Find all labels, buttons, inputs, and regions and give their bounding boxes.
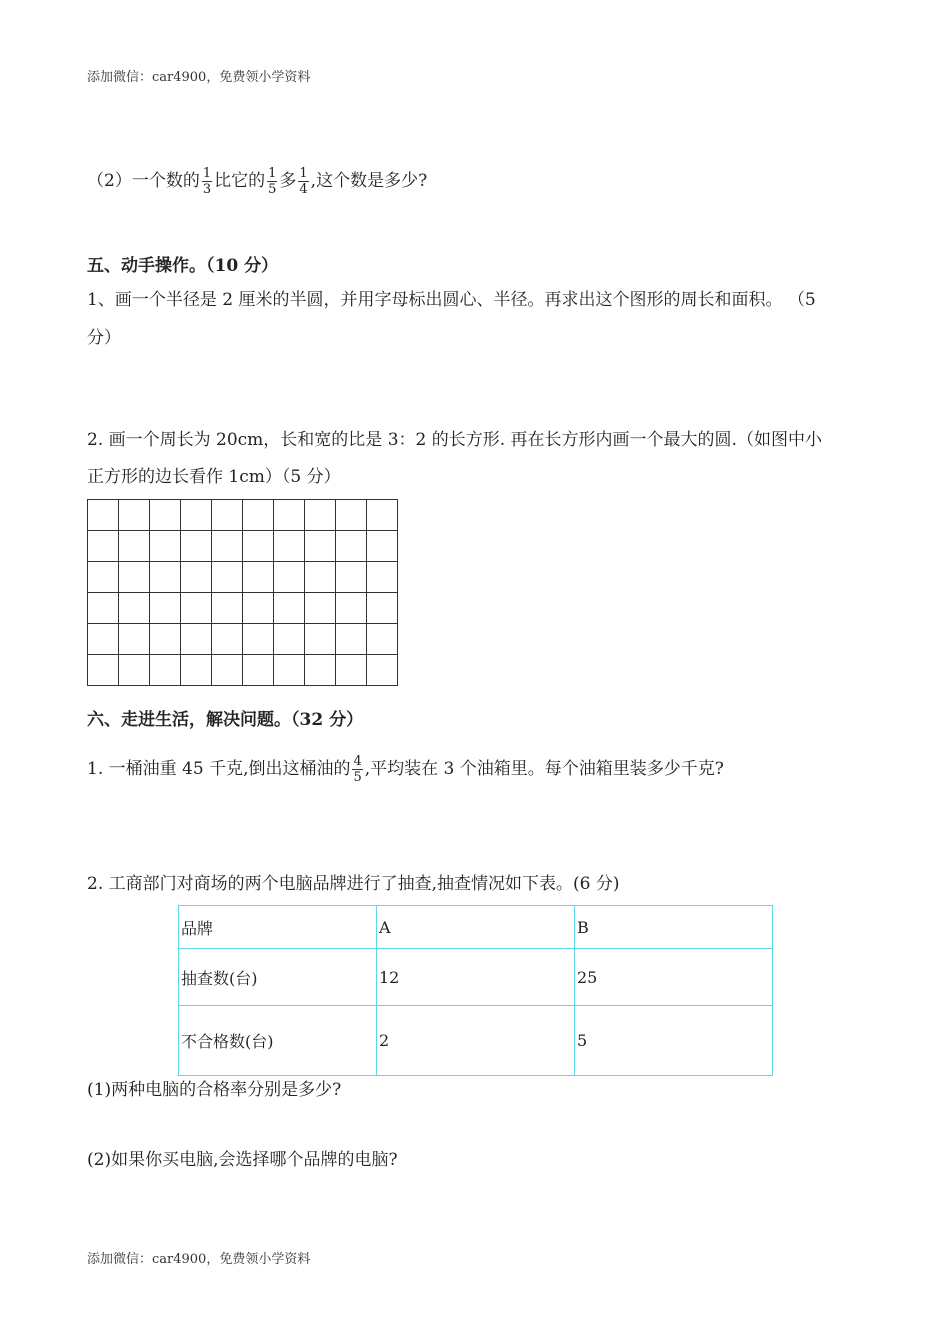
section-5-title: 五、动手操作。（10 分） — [87, 256, 279, 276]
inspection-table — [178, 905, 773, 1076]
table-cell: 2 — [377, 1006, 575, 1076]
question-text: ,平均装在 3 个油箱里。每个油箱里装多少千克? — [364, 759, 724, 779]
fraction: $\frac{1}{3}$ — [202, 166, 212, 197]
table-cell: 品牌 — [179, 906, 377, 949]
section-6-q1 — [87, 754, 724, 785]
question-text: 多 — [279, 171, 297, 191]
fraction: $\frac{4}{5}$ — [353, 754, 362, 785]
table-row — [179, 906, 773, 949]
question-4-2 — [87, 166, 427, 197]
page-header: 添加微信：car4900，免费领小学资料 — [87, 70, 311, 85]
question-text: 1. 一桶油重 45 千克,倒出这桶油的 — [87, 759, 351, 779]
section-5-q1-line2: 分） — [87, 328, 121, 348]
fraction: $\frac{1}{4}$ — [299, 166, 308, 197]
section-6-q2-sub2: (2)如果你买电脑,会选择哪个品牌的电脑? — [87, 1150, 398, 1170]
question-text: （2）一个数的 — [87, 171, 200, 191]
table-cell: 25 — [575, 949, 773, 1006]
table-cell: 抽查数(台) — [179, 949, 377, 1006]
fraction: $\frac{1}{5}$ — [268, 166, 277, 197]
question-text: ,这个数是多少? — [310, 171, 428, 191]
table-row — [179, 1006, 773, 1076]
table-cell: 不合格数(台) — [179, 1006, 377, 1076]
table-cell: B — [575, 906, 773, 949]
section-6-q2-sub1: (1)两种电脑的合格率分别是多少? — [87, 1080, 342, 1100]
table-cell: 5 — [575, 1006, 773, 1076]
table-row — [179, 949, 773, 1006]
drawing-grid — [87, 499, 398, 686]
table-cell: 12 — [377, 949, 575, 1006]
section-6-q2-intro: 2. 工商部门对商场的两个电脑品牌进行了抽查,抽查情况如下表。(6 分) — [87, 874, 620, 894]
table-cell: A — [377, 906, 575, 949]
section-5-q1-line1: 1、画一个半径是 2 厘米的半圆，并用字母标出圆心、半径。再求出这个图形的周长和面积。 （5 — [87, 290, 816, 310]
page-footer: 添加微信：car4900，免费领小学资料 — [87, 1252, 311, 1267]
question-text: 比它的 — [214, 171, 266, 191]
section-6-title: 六、走进生活，解决问题。（32 分） — [87, 710, 364, 730]
section-5-q2-line1: 2. 画一个周长为 20cm，长和宽的比是 3：2 的长方形. 再在长方形内画一个最大的圆.（如图中小 — [87, 430, 822, 450]
section-5-q2-line2: 正方形的边长看作 1cm）（5 分） — [87, 467, 341, 487]
